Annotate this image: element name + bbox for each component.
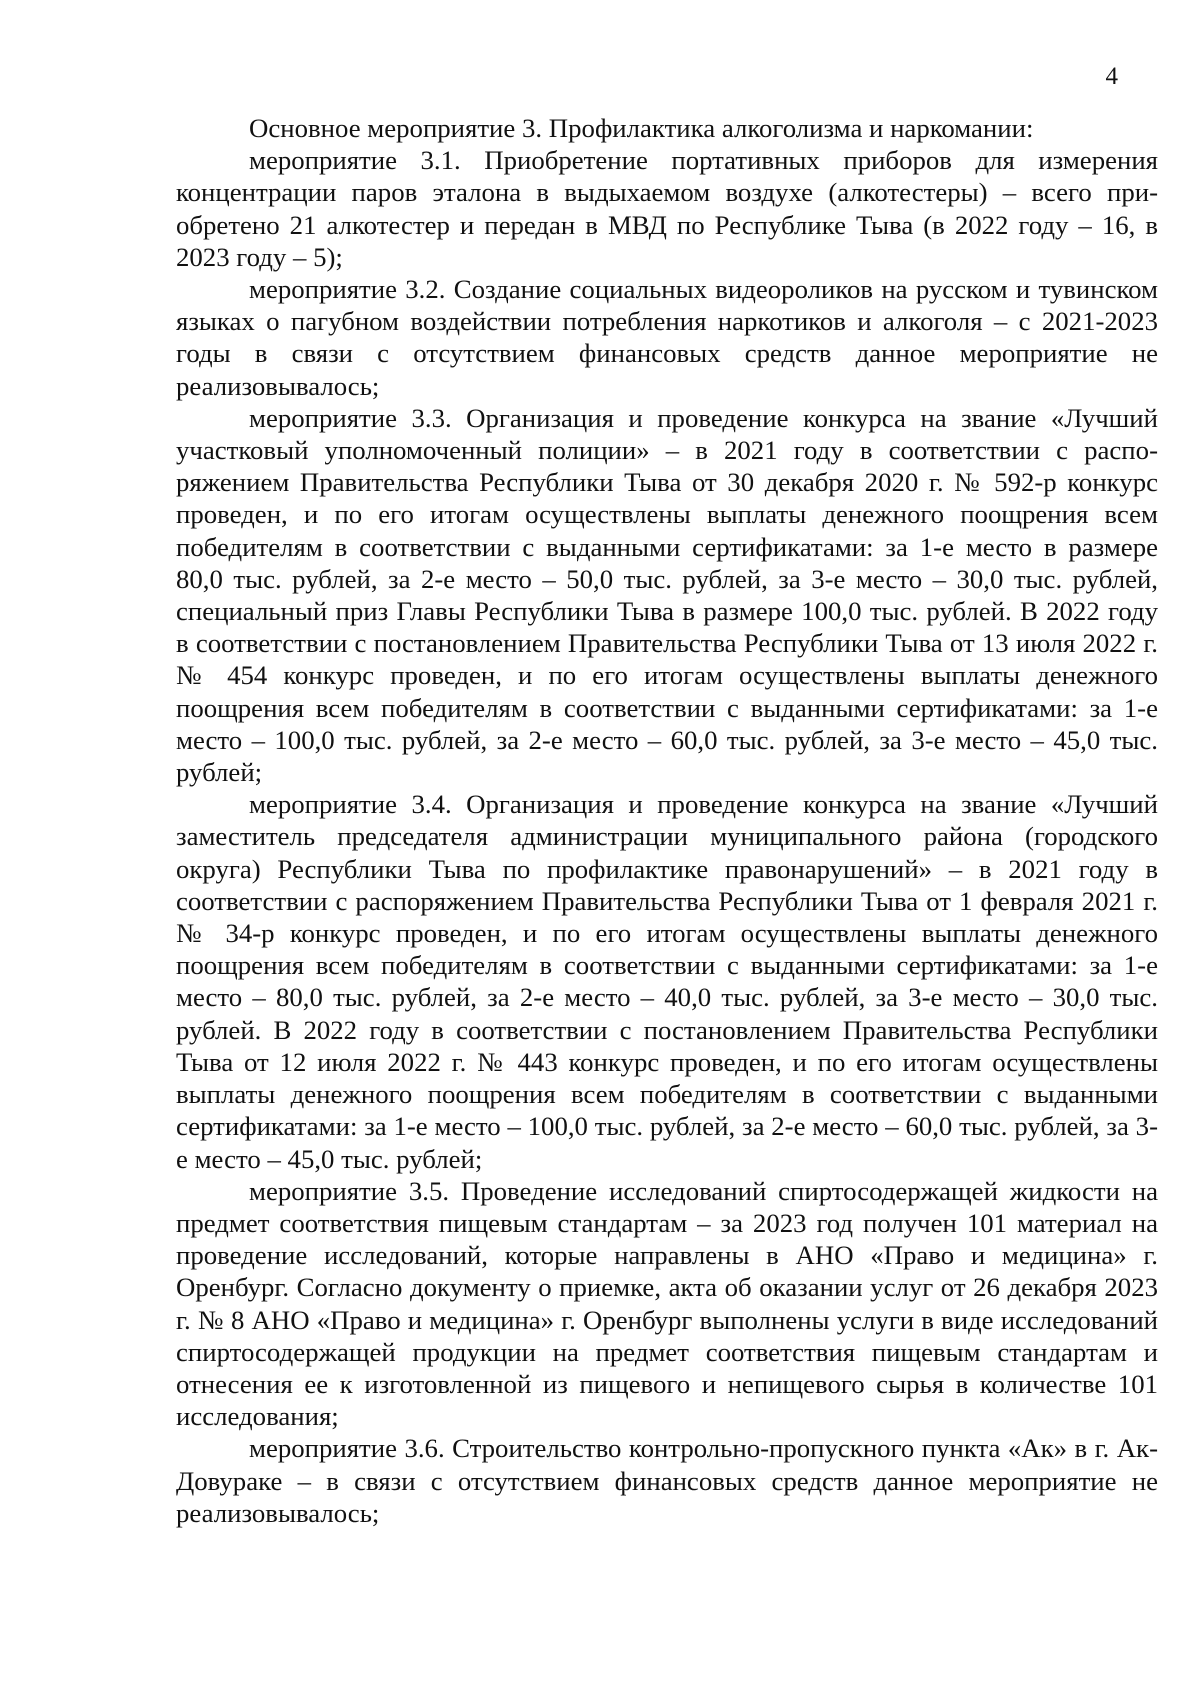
paragraph-activity-3-1: мероприятие 3.1. Приобретение портативных приборов для измерения концентрации паров эталона в выдыхаемом воздухе (алкотестеры) – всего приобретено 21 алкотестер и передан в МВД по Республике Тыва (в 2022 году – 16, в 2023 году – 5); bbox=[176, 145, 1158, 272]
page-number: 4 bbox=[1105, 63, 1118, 90]
paragraph-activity-3-6: мероприятие 3.6. Строительство контрольно-пропускного пункта «Ак» в г. Ак-Довураке – в связи с отсутствием финансовых средств данное мероприятие не реализовывалось; bbox=[176, 1433, 1158, 1528]
paragraph-activity-3-4: мероприятие 3.4. Организация и проведение конкурса на звание «Лучший заместитель председателя администрации муниципального района (городского округа) Республики Тыва по профилактике правонарушений» – в 2021 году в соответствии с распоряжением Правительства Республики Тыва от 1 февраля 2021 г. № 34-р конкурс проведен, и по его итогам осуществлены выплаты денежного поощрения всем победителям в соответствии с выданными сертификатами: за 1-е место – 80,0 тыс. рублей, за 2-е место – 40,0 тыс. рублей, за 3-е место – 30,0 тыс. рублей. В 2022 году в соответствии с постановлением Правительства Республики Тыва от 12 июля 2022 г. № 443 конкурс проведен, и по его итогам осуществлены выплаты денежного поощрения всем победителям в соответствии с выданными сертификатами: за 1-е место – 100,0 тыс. рублей, за 2-е место – 60,0 тыс. рублей, за 3-е место – 45,0 тыс. рублей; bbox=[176, 789, 1158, 1174]
paragraph-activity-3-2: мероприятие 3.2. Создание социальных видеороликов на русском и тувинском языках о пагубном воздействии потребления наркотиков и алкоголя – с 2021-2023 годы в связи с отсутствием финансовых средств данное мероприятие не реализовывалось; bbox=[176, 274, 1158, 401]
heading-main-activity-3: Основное мероприятие 3. Профилактика алкоголизма и наркомании: bbox=[249, 113, 1034, 143]
paragraph-activity-3-5: мероприятие 3.5. Проведение исследований спиртосодержащей жидкости на предмет соответствия пищевым стандартам – за 2023 год получен 101 материал на проведение исследований, которые направлены в АНО «Право и медицина» г. Оренбург. Согласно документу о приемке, акта об оказании услуг от 26 декабря 2023 г. № 8 АНО «Право и медицина» г. Оренбург выполнены услуги в виде исследований спиртосодержащей продукции на предмет соответствия пищевым стандартам и отнесения ее к изготовленной из пищевого и непищевого сырья в количестве 101 исследования; bbox=[176, 1175, 1158, 1432]
document-body bbox=[176, 112, 1158, 1529]
paragraph-activity-3-3: мероприятие 3.3. Организация и проведение конкурса на звание «Лучший участковый уполномоченный полиции» – в 2021 году в соответствии с распоряжением Правительства Республики Тыва от 30 декабря 2020 г. № 592-р конкурс проведен, и по его итогам осуществлены выплаты денежного поощрения всем победителям в соответствии с выданными сертификатами: за 1-е место в размере 80,0 тыс. рублей, за 2-е место – 50,0 тыс. рублей, за 3-е место – 30,0 тыс. рублей, специальный приз Главы Республики Тыва в размере 100,0 тыс. рублей. В 2022 году в соответствии с постановлением Правительства Республики Тыва от 13 июля 2022 г. № 454 конкурс проведен, и по его итогам осуществлены выплаты денежного поощрения всем победителям в соответствии с выданными сертификатами: за 1-е место – 100,0 тыс. рублей, за 2-е место – 60,0 тыс. рублей, за 3-е место – 45,0 тыс. рублей; bbox=[176, 402, 1158, 788]
